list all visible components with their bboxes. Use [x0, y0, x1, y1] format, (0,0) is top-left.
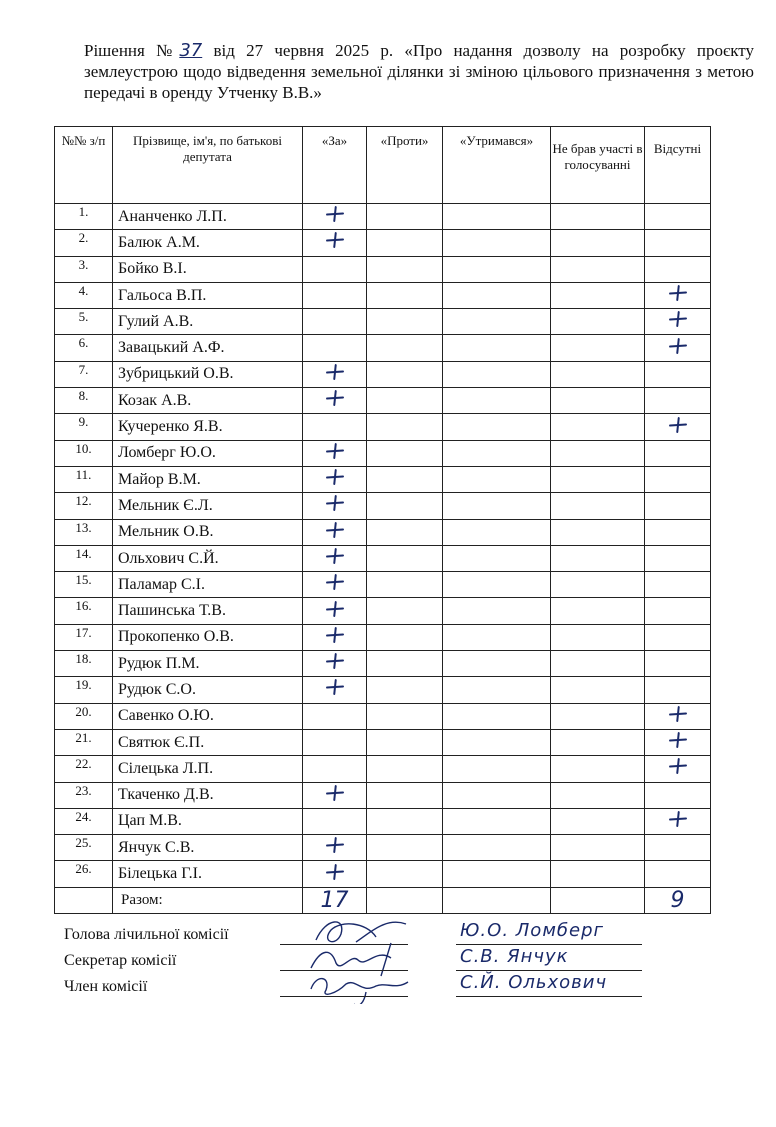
row-number: 12. — [55, 493, 113, 519]
vote-cell-not-voted — [551, 861, 645, 887]
vote-cell-abstain — [443, 598, 551, 624]
decision-number: 37 — [179, 40, 203, 61]
deputy-name: Савенко О.Ю. — [113, 703, 303, 729]
table-row — [55, 230, 711, 256]
plus-mark-icon — [326, 548, 344, 564]
vote-cell-for — [303, 624, 367, 650]
row-number: 25. — [55, 835, 113, 861]
table-row — [55, 729, 711, 755]
vote-cell-abstain — [443, 519, 551, 545]
table-row — [55, 440, 711, 466]
vote-cell-against — [367, 519, 443, 545]
vote-cell-not-voted — [551, 414, 645, 440]
vote-cell-absent — [645, 835, 711, 861]
vote-cell-abstain — [443, 282, 551, 308]
vote-cell-not-voted — [551, 624, 645, 650]
vote-cell-absent — [645, 361, 711, 387]
deputy-name: Завацький А.Ф. — [113, 335, 303, 361]
total-row — [55, 887, 711, 913]
table-row — [55, 335, 711, 361]
deputy-name: Зубрицький О.В. — [113, 361, 303, 387]
vote-cell-abstain — [443, 545, 551, 571]
vote-cell-not-voted — [551, 677, 645, 703]
signature-role: Член комісії — [64, 978, 148, 995]
name-line — [456, 996, 642, 997]
vote-cell-absent — [645, 808, 711, 834]
vote-cell-abstain — [443, 466, 551, 492]
plus-mark-icon — [326, 364, 344, 380]
plus-mark-icon — [669, 758, 687, 774]
row-number: 3. — [55, 256, 113, 282]
vote-cell-not-voted — [551, 204, 645, 230]
total-label: Разом: — [113, 887, 303, 913]
plus-mark-icon — [669, 338, 687, 354]
vote-cell-against — [367, 861, 443, 887]
vote-cell-absent — [645, 572, 711, 598]
vote-cell-absent — [645, 466, 711, 492]
plus-mark-icon — [326, 443, 344, 459]
col-name-header: Прізвище, ім'я, по батькові депутата — [113, 127, 303, 204]
deputy-name: Пашинська Т.В. — [113, 598, 303, 624]
vote-cell-absent — [645, 729, 711, 755]
table-row — [55, 282, 711, 308]
col-for-header: «За» — [303, 127, 367, 204]
deputy-name: Ольхович С.Й. — [113, 545, 303, 571]
vote-cell-not-voted — [551, 782, 645, 808]
vote-cell-against — [367, 756, 443, 782]
vote-cell-against — [367, 309, 443, 335]
table-row — [55, 466, 711, 492]
deputy-name: Бойко В.І. — [113, 256, 303, 282]
row-number: 14. — [55, 545, 113, 571]
vote-cell-against — [367, 493, 443, 519]
plus-mark-icon — [326, 390, 344, 406]
vote-cell-abstain — [443, 835, 551, 861]
vote-cell-abstain — [443, 335, 551, 361]
decision-header — [84, 40, 754, 103]
row-number: 7. — [55, 361, 113, 387]
row-number: 1. — [55, 204, 113, 230]
deputy-name: Мельник О.В. — [113, 519, 303, 545]
total-absent-cell — [645, 887, 711, 913]
vote-cell-against — [367, 598, 443, 624]
deputy-name: Козак А.В. — [113, 388, 303, 414]
row-number: 19. — [55, 677, 113, 703]
signatory-name: С.Й. Ольхович — [460, 972, 608, 993]
signature-role: Секретар комісії — [64, 952, 177, 969]
vote-cell-not-voted — [551, 361, 645, 387]
vote-cell-not-voted — [551, 651, 645, 677]
row-number: 21. — [55, 729, 113, 755]
deputy-name: Сілецька Л.П. — [113, 756, 303, 782]
vote-cell-for — [303, 361, 367, 387]
deputy-name: Ткаченко Д.В. — [113, 782, 303, 808]
plus-mark-icon — [326, 653, 344, 669]
vote-cell-abstain — [443, 756, 551, 782]
vote-cell-against — [367, 677, 443, 703]
vote-cell-abstain — [443, 414, 551, 440]
name-line — [456, 970, 642, 971]
vote-cell-for — [303, 861, 367, 887]
vote-cell-absent — [645, 414, 711, 440]
vote-cell-absent — [645, 598, 711, 624]
vote-cell-abstain — [443, 808, 551, 834]
vote-cell-absent — [645, 861, 711, 887]
vote-cell-abstain — [443, 230, 551, 256]
vote-cell-not-voted — [551, 256, 645, 282]
vote-cell-not-voted — [551, 545, 645, 571]
vote-cell-not-voted — [551, 230, 645, 256]
deputy-name: Святюк Є.П. — [113, 729, 303, 755]
vote-cell-against — [367, 440, 443, 466]
row-number: 23. — [55, 782, 113, 808]
row-number: 9. — [55, 414, 113, 440]
vote-cell-abstain — [443, 361, 551, 387]
vote-cell-for — [303, 703, 367, 729]
vote-cell-absent — [645, 782, 711, 808]
vote-cell-for — [303, 651, 367, 677]
total-against-cell — [367, 887, 443, 913]
plus-mark-icon — [326, 522, 344, 538]
row-number: 24. — [55, 808, 113, 834]
table-row — [55, 756, 711, 782]
vote-cell-absent — [645, 440, 711, 466]
voting-table — [54, 126, 711, 914]
row-number: 17. — [55, 624, 113, 650]
total-for-cell — [303, 887, 367, 913]
plus-mark-icon — [669, 732, 687, 748]
vote-cell-absent — [645, 388, 711, 414]
table-row — [55, 204, 711, 230]
col-abstain-header: «Утримався» — [443, 127, 551, 204]
deputy-name: Паламар С.І. — [113, 572, 303, 598]
deputy-name: Гулий А.В. — [113, 309, 303, 335]
deputy-name: Рудюк П.М. — [113, 651, 303, 677]
table-row — [55, 545, 711, 571]
vote-cell-against — [367, 545, 443, 571]
vote-cell-absent — [645, 256, 711, 282]
plus-mark-icon — [326, 206, 344, 222]
plus-mark-icon — [326, 837, 344, 853]
vote-cell-for — [303, 282, 367, 308]
vote-cell-against — [367, 703, 443, 729]
vote-cell-abstain — [443, 677, 551, 703]
vote-cell-against — [367, 256, 443, 282]
row-number: 11. — [55, 466, 113, 492]
plus-mark-icon — [669, 285, 687, 301]
table-row — [55, 624, 711, 650]
decision-text: від 27 червня 2025 р. «Про надання дозволу на розробку проєкту землеустрою щодо відведення земельної ділянки зі зміною цільового призначення з метою передачі в оренду Утченку В.В.» — [84, 41, 755, 102]
vote-cell-absent — [645, 282, 711, 308]
row-number: 16. — [55, 598, 113, 624]
table-row — [55, 519, 711, 545]
vote-cell-absent — [645, 545, 711, 571]
deputy-name: Ломберг Ю.О. — [113, 440, 303, 466]
signatory-name: Ю.О. Ломберг — [460, 920, 604, 941]
vote-cell-absent — [645, 335, 711, 361]
row-number: 2. — [55, 230, 113, 256]
vote-cell-absent — [645, 230, 711, 256]
vote-cell-for — [303, 598, 367, 624]
vote-cell-not-voted — [551, 729, 645, 755]
vote-cell-for — [303, 414, 367, 440]
vote-cell-abstain — [443, 651, 551, 677]
row-number: 6. — [55, 335, 113, 361]
plus-mark-icon — [326, 469, 344, 485]
vote-cell-abstain — [443, 624, 551, 650]
row-number: 8. — [55, 388, 113, 414]
vote-cell-abstain — [443, 256, 551, 282]
vote-cell-abstain — [443, 703, 551, 729]
vote-cell-against — [367, 414, 443, 440]
vote-cell-against — [367, 466, 443, 492]
vote-cell-abstain — [443, 782, 551, 808]
decision-prefix: Рішення № — [84, 41, 180, 60]
signature-line — [280, 996, 408, 997]
table-row — [55, 256, 711, 282]
vote-cell-for — [303, 466, 367, 492]
table-row — [55, 861, 711, 887]
table-row — [55, 493, 711, 519]
row-number: 26. — [55, 861, 113, 887]
row-number: 18. — [55, 651, 113, 677]
deputy-name: Гальоса В.П. — [113, 282, 303, 308]
total-num-cell — [55, 887, 113, 913]
plus-mark-icon — [669, 417, 687, 433]
vote-cell-not-voted — [551, 335, 645, 361]
vote-cell-not-voted — [551, 703, 645, 729]
table-row — [55, 414, 711, 440]
vote-cell-absent — [645, 756, 711, 782]
table-row — [55, 782, 711, 808]
plus-mark-icon — [326, 574, 344, 590]
plus-mark-icon — [669, 811, 687, 827]
vote-cell-not-voted — [551, 493, 645, 519]
vote-cell-against — [367, 572, 443, 598]
col-num-header: №№ з/п — [55, 127, 113, 204]
deputy-name: Білецька Г.І. — [113, 861, 303, 887]
table-row — [55, 309, 711, 335]
vote-cell-against — [367, 282, 443, 308]
plus-mark-icon — [669, 311, 687, 327]
deputy-name: Майор В.М. — [113, 466, 303, 492]
vote-cell-not-voted — [551, 835, 645, 861]
total-absent-value: 9 — [670, 887, 685, 913]
deputy-name: Прокопенко О.В. — [113, 624, 303, 650]
total-not-voted-cell — [551, 887, 645, 913]
row-number: 22. — [55, 756, 113, 782]
vote-cell-absent — [645, 703, 711, 729]
col-absent-header: Відсутні — [645, 127, 711, 204]
row-number: 10. — [55, 440, 113, 466]
vote-cell-absent — [645, 651, 711, 677]
vote-cell-not-voted — [551, 282, 645, 308]
plus-mark-icon — [326, 679, 344, 695]
vote-cell-abstain — [443, 204, 551, 230]
vote-cell-not-voted — [551, 572, 645, 598]
total-abstain-cell — [443, 887, 551, 913]
row-number: 4. — [55, 282, 113, 308]
vote-cell-against — [367, 729, 443, 755]
vote-cell-for — [303, 388, 367, 414]
vote-cell-abstain — [443, 388, 551, 414]
vote-cell-abstain — [443, 493, 551, 519]
vote-cell-abstain — [443, 440, 551, 466]
vote-cell-not-voted — [551, 388, 645, 414]
deputy-name: Балюк А.М. — [113, 230, 303, 256]
vote-cell-absent — [645, 309, 711, 335]
vote-cell-absent — [645, 493, 711, 519]
col-not-voted-header: Не брав участі в голосуванні — [551, 127, 645, 204]
row-number: 15. — [55, 572, 113, 598]
vote-cell-against — [367, 335, 443, 361]
vote-cell-not-voted — [551, 808, 645, 834]
signature-row-member — [64, 974, 704, 1000]
vote-cell-against — [367, 230, 443, 256]
vote-cell-abstain — [443, 729, 551, 755]
vote-cell-for — [303, 572, 367, 598]
vote-cell-not-voted — [551, 309, 645, 335]
table-row — [55, 808, 711, 834]
vote-cell-against — [367, 204, 443, 230]
vote-cell-against — [367, 808, 443, 834]
deputy-name: Ананченко Л.П. — [113, 204, 303, 230]
vote-cell-for — [303, 835, 367, 861]
table-row — [55, 572, 711, 598]
table-row — [55, 388, 711, 414]
deputy-name: Кучеренко Я.В. — [113, 414, 303, 440]
vote-cell-abstain — [443, 861, 551, 887]
table-row — [55, 598, 711, 624]
plus-mark-icon — [326, 495, 344, 511]
vote-cell-against — [367, 624, 443, 650]
plus-mark-icon — [326, 627, 344, 643]
vote-cell-absent — [645, 677, 711, 703]
row-number: 5. — [55, 309, 113, 335]
vote-cell-for — [303, 335, 367, 361]
vote-cell-for — [303, 519, 367, 545]
vote-cell-not-voted — [551, 466, 645, 492]
row-number: 20. — [55, 703, 113, 729]
name-line — [456, 944, 642, 945]
vote-cell-against — [367, 782, 443, 808]
table-header-row — [55, 127, 711, 204]
table-row — [55, 703, 711, 729]
signatures-block — [64, 922, 704, 1000]
table-row — [55, 835, 711, 861]
plus-mark-icon — [669, 706, 687, 722]
vote-cell-absent — [645, 519, 711, 545]
vote-cell-not-voted — [551, 440, 645, 466]
vote-cell-for — [303, 756, 367, 782]
vote-cell-not-voted — [551, 598, 645, 624]
vote-cell-against — [367, 651, 443, 677]
signature-scribble — [296, 964, 416, 1004]
total-for-value: 17 — [320, 887, 349, 913]
table-row — [55, 677, 711, 703]
col-against-header: «Проти» — [367, 127, 443, 204]
vote-cell-against — [367, 835, 443, 861]
vote-cell-absent — [645, 204, 711, 230]
vote-cell-for — [303, 677, 367, 703]
vote-cell-for — [303, 729, 367, 755]
vote-cell-for — [303, 782, 367, 808]
table-row — [55, 361, 711, 387]
vote-cell-against — [367, 361, 443, 387]
vote-cell-for — [303, 230, 367, 256]
vote-cell-for — [303, 493, 367, 519]
row-number: 13. — [55, 519, 113, 545]
vote-cell-for — [303, 256, 367, 282]
vote-cell-for — [303, 309, 367, 335]
vote-cell-absent — [645, 624, 711, 650]
plus-mark-icon — [326, 864, 344, 880]
vote-cell-abstain — [443, 309, 551, 335]
plus-mark-icon — [326, 785, 344, 801]
vote-cell-for — [303, 204, 367, 230]
vote-cell-against — [367, 388, 443, 414]
deputy-name: Мельник Є.Л. — [113, 493, 303, 519]
vote-cell-not-voted — [551, 756, 645, 782]
vote-cell-not-voted — [551, 519, 645, 545]
vote-cell-for — [303, 545, 367, 571]
deputy-name: Янчук С.В. — [113, 835, 303, 861]
deputy-name: Цап М.В. — [113, 808, 303, 834]
signatory-name: С.В. Янчук — [460, 946, 569, 967]
signature-role: Голова лічильної комісії — [64, 926, 229, 943]
plus-mark-icon — [326, 601, 344, 617]
vote-cell-for — [303, 440, 367, 466]
table-row — [55, 651, 711, 677]
deputy-name: Рудюк С.О. — [113, 677, 303, 703]
plus-mark-icon — [326, 232, 344, 248]
vote-cell-abstain — [443, 572, 551, 598]
vote-cell-for — [303, 808, 367, 834]
